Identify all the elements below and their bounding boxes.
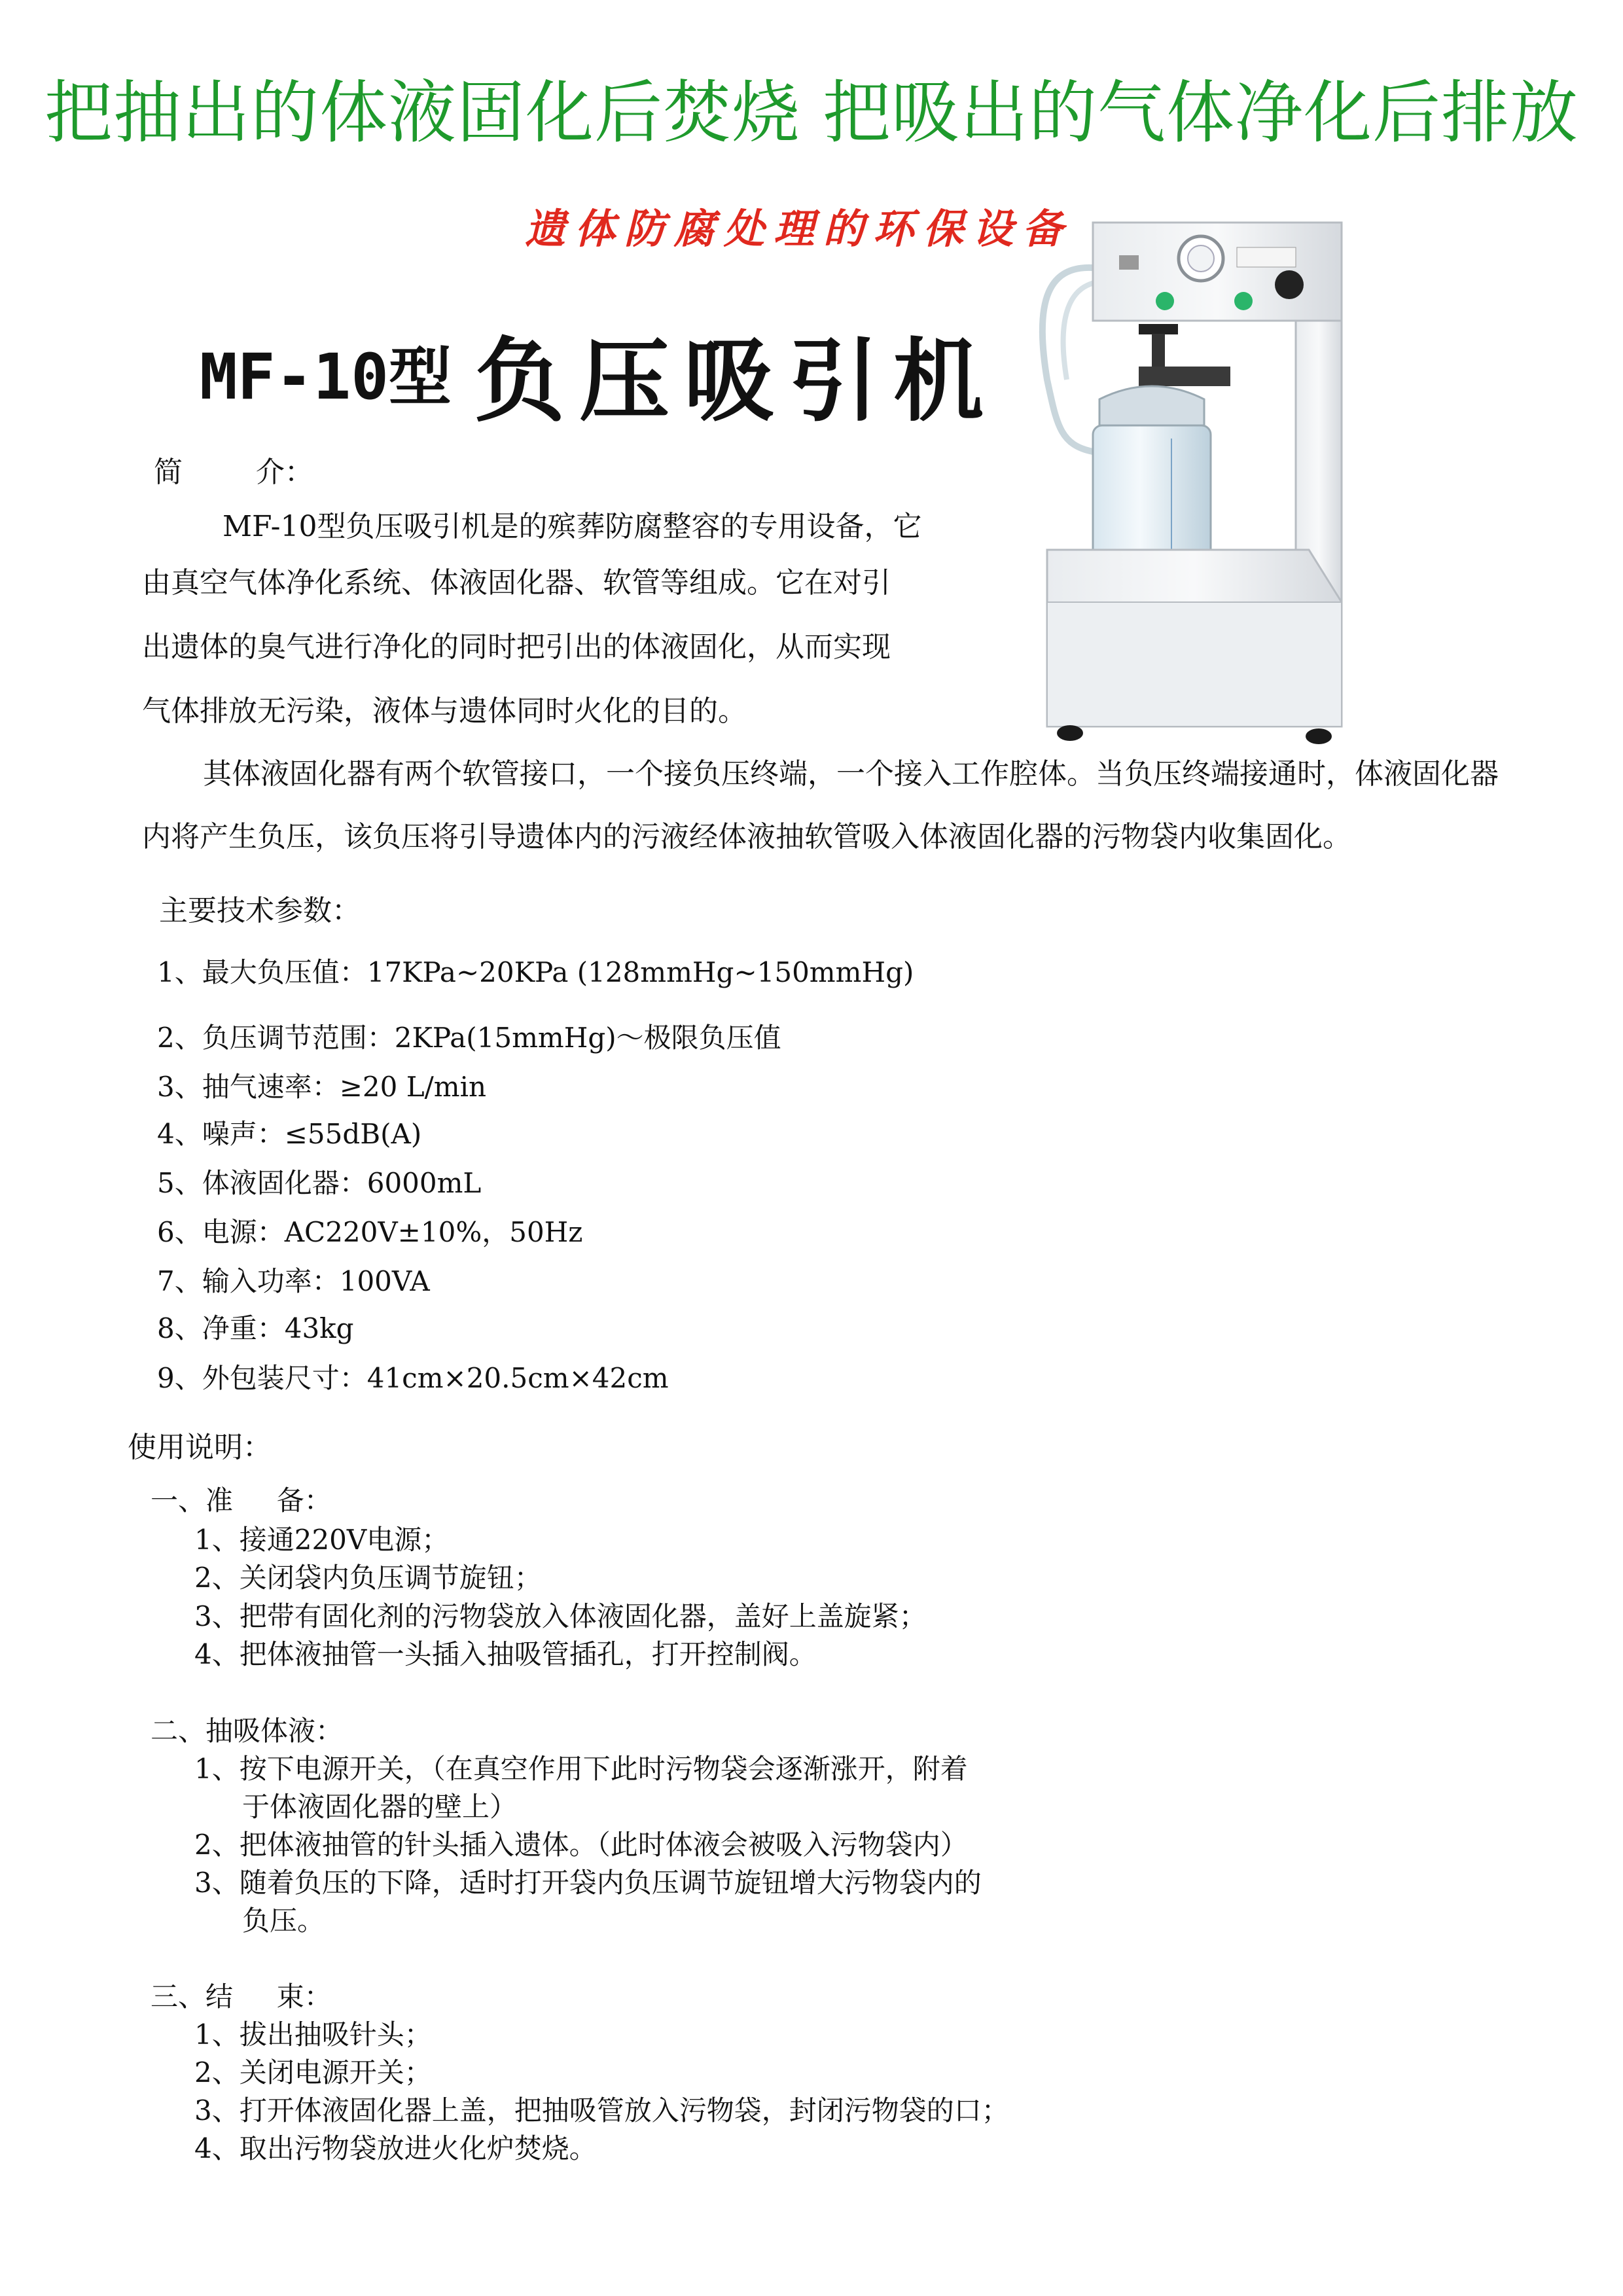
usage-step: 3、把带有固化剂的污物袋放入体液固化器，盖好上盖旋紧；	[194, 1600, 927, 1632]
usage-step: 2、关闭电源开关；	[194, 2056, 432, 2089]
usage-step: 2、把体液抽管的针头插入遗体。（此时体液会被吸入污物袋内）	[194, 1829, 968, 1861]
usage-step: 4、把体液抽管一头插入抽吸管插孔，打开控制阀。	[194, 1638, 817, 1670]
usage-heading: 使用说明：	[128, 1431, 272, 1464]
specs-heading: 主要技术参数：	[159, 894, 361, 927]
spec-item: 2、负压调节范围：2KPa(15mmHg)～极限负压值	[157, 1022, 781, 1054]
subtitle: 遗体防腐处理的环保设备	[524, 205, 1072, 253]
spec-item: 3、抽气速率：≥20 L/min	[157, 1071, 487, 1103]
intro-line: 由真空气体净化系统、体液固化器、软管等组成。它在对引	[142, 566, 891, 600]
usage-step: 1、接通220V电源；	[194, 1524, 450, 1556]
usage-section-title: 二、抽吸体液：	[151, 1715, 344, 1747]
usage-step: 1、按下电源开关，（在真空作用下此时污物袋会逐渐涨开，附着	[194, 1753, 968, 1785]
spec-item: 8、净重：43kg	[157, 1312, 354, 1344]
usage-step: 4、取出污物袋放进火化炉焚烧。	[194, 2132, 597, 2164]
spec-item: 4、噪声：≤55dB(A)	[157, 1118, 422, 1150]
intro-label: 简 介：	[154, 456, 313, 489]
spec-item: 7、输入功率：100VA	[157, 1265, 430, 1297]
model-number: MF-10型	[200, 340, 452, 414]
intro-line: 出遗体的臭气进行净化的同时把引出的体液固化，从而实现	[142, 630, 891, 664]
intro-line: MF-10型负压吸引机是的殡葬防腐整容的专用设备，它	[223, 510, 922, 543]
spec-item: 5、体液固化器：6000mL	[157, 1167, 482, 1199]
spec-item: 1、最大负压值：17KPa~20KPa (128mmHg~150mmHg)	[157, 956, 914, 988]
intro-line: 气体排放无污染，液体与遗体同时火化的目的。	[142, 694, 747, 728]
usage-step: 3、打开体液固化器上盖，把抽吸管放入污物袋，封闭污物袋的口；	[194, 2094, 1009, 2126]
intro-line: 内将产生负压，该负压将引导遗体内的污液经体液抽软管吸入体液固化器的污物袋内收集固化。	[142, 820, 1351, 853]
usage-section-title: 三、结 束：	[151, 1981, 332, 2013]
usage-step: 2、关闭袋内负压调节旋钮；	[194, 1562, 542, 1594]
slogan: 把抽出的体液固化后焚烧 把吸出的气体净化后排放	[44, 73, 1579, 152]
usage-step: 于体液固化器的壁上）	[242, 1791, 518, 1823]
product-name: 负压吸引机	[474, 329, 999, 434]
spec-item: 9、外包装尺寸：41cm×20.5cm×42cm	[157, 1362, 669, 1394]
spec-item: 6、电源：AC220V±10%，50Hz	[157, 1216, 583, 1248]
usage-section-title: 一、准 备：	[151, 1484, 332, 1516]
usage-step: 负压。	[242, 1905, 325, 1937]
usage-step: 3、随着负压的下降，适时打开袋内负压调节旋钮增大污物袋内的	[194, 1867, 982, 1899]
usage-step: 1、拔出抽吸针头；	[194, 2018, 432, 2051]
product-photo	[1021, 209, 1348, 746]
intro-line: 其体液固化器有两个软管接口，一个接负压终端，一个接入工作腔体。当负压终端接通时，体液固化器	[203, 757, 1499, 791]
